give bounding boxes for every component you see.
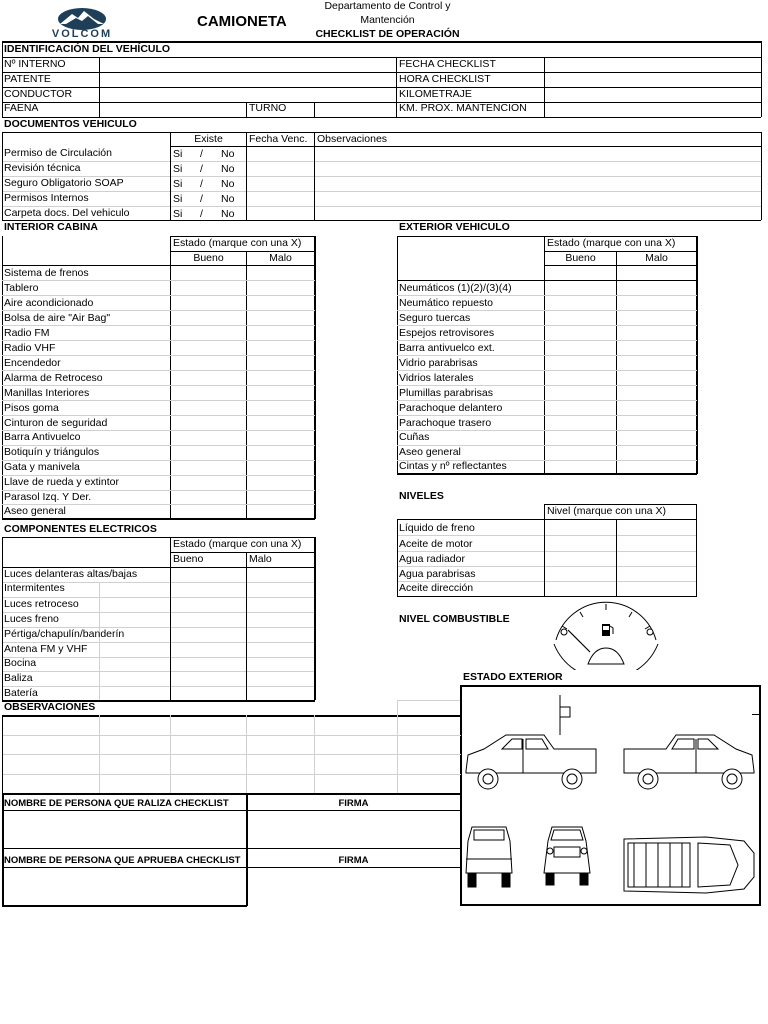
document-item: Permiso de Circulación: [4, 147, 112, 159]
identification-heading: IDENTIFICACIÓN DEL VEHÍCULO: [4, 43, 171, 55]
estado-exterior-heading: ESTADO EXTERIOR: [463, 671, 563, 683]
id-label-km-prox: KM. PROX. MANTENCION: [399, 102, 527, 114]
department-line-1: Departamento de Control y: [324, 0, 451, 12]
exterior-item: Seguro tuercas: [399, 312, 471, 324]
interior-item: Aseo general: [4, 505, 66, 517]
electrico-item: Bocina: [4, 657, 37, 669]
col-fecha-venc: Fecha Venc.: [249, 133, 308, 145]
electrico-item: Pértiga/chapulín/banderín: [4, 628, 125, 640]
col-existe: Existe: [194, 133, 223, 145]
interior-item: Bolsa de aire "Air Bag": [4, 312, 111, 324]
exterior-item: Espejos retrovisores: [399, 327, 495, 339]
exterior-item: Vidrios laterales: [399, 372, 474, 384]
document-item: Seguro Obligatorio SOAP: [4, 177, 124, 189]
interior-item: Manillas Interiores: [4, 387, 90, 399]
field-km-prox[interactable]: [545, 103, 760, 117]
interior-item: Radio FM: [4, 327, 50, 339]
interior-item: Aire acondicionado: [4, 297, 94, 309]
interior-item: Barra Antivuelco: [4, 431, 81, 443]
nivel-item: Agua parabrisas: [399, 568, 476, 580]
electrico-item: Antena FM y VHF: [4, 643, 88, 655]
interior-item: Gata y manivela: [4, 461, 80, 473]
id-label-conductor: CONDUCTOR: [4, 88, 73, 100]
interior-item: Radio VHF: [4, 342, 56, 354]
electrico-item: Batería: [4, 687, 38, 699]
field-kilometraje[interactable]: [545, 88, 760, 102]
interior-item: Encendedor: [4, 357, 61, 369]
niveles-col-header: Nivel (marque con una X): [547, 505, 667, 517]
exterior-item: Plumillas parabrisas: [399, 387, 493, 399]
realiza-name-field[interactable]: [3, 811, 245, 847]
truck-diagram-icon: [460, 685, 761, 906]
electricos-estado-header: Estado (marque con una X): [173, 538, 302, 550]
observaciones-field[interactable]: [3, 717, 459, 792]
truck-side-left-icon: [466, 695, 596, 789]
company-logo: [36, 5, 128, 39]
nivel-item: Agua radiador: [399, 553, 465, 565]
col-observaciones: Observaciones: [317, 133, 388, 145]
nivel-item: Líquido de freno: [399, 522, 475, 534]
field-faena[interactable]: [100, 103, 245, 117]
department-line-2: Mantención: [360, 14, 415, 26]
firma-label-1: FIRMA: [338, 798, 369, 809]
truck-top-icon: [624, 837, 754, 893]
document-item: Permisos Internos: [4, 192, 89, 204]
interior-bueno-header: Bueno: [193, 252, 224, 264]
fuel-gauge-icon: [548, 600, 664, 670]
interior-item: Parasol Izq. Y Der.: [4, 491, 92, 503]
exterior-heading: EXTERIOR VEHICULO: [399, 221, 510, 233]
id-label-km: KILOMETRAJE: [399, 88, 472, 100]
interior-malo-header: Malo: [269, 252, 292, 264]
electrico-item: Luces delanteras altas/bajas: [4, 568, 138, 580]
id-label-fecha: FECHA CHECKLIST: [399, 58, 496, 70]
niveles-heading: NIVELES: [399, 490, 444, 502]
exterior-item: Cintas y nº reflectantes: [399, 460, 507, 472]
document-item: Revisión técnica: [4, 162, 81, 174]
field-fecha[interactable]: [545, 58, 760, 72]
exterior-item: Vidrio parabrisas: [399, 357, 478, 369]
diagram-tick: [752, 714, 760, 715]
exterior-item: Parachoque delantero: [399, 402, 503, 414]
interior-item: Tablero: [4, 282, 39, 294]
electricos-heading: COMPONENTES ELECTRICOS: [4, 523, 157, 535]
aprueba-label: NOMBRE DE PERSONA QUE APRUEBA CHECKLIST: [4, 855, 241, 866]
firma-label-2: FIRMA: [338, 855, 369, 866]
aprueba-name-field[interactable]: [3, 868, 245, 904]
id-label-patente: PATENTE: [4, 73, 51, 85]
electrico-item: Baliza: [4, 672, 33, 684]
exterior-estado-header: Estado (marque con una X): [547, 237, 676, 249]
truck-rear-icon: [466, 827, 512, 887]
exterior-item: Neumáticos (1)(2)/(3)(4): [399, 282, 512, 294]
observaciones-heading: OBSERVACIONES: [4, 701, 96, 713]
interior-heading: INTERIOR CABINA: [4, 221, 98, 233]
id-label-turno: TURNO: [249, 102, 287, 114]
exterior-bueno-header: Bueno: [565, 252, 596, 264]
electrico-item: Intermitentes: [4, 582, 65, 594]
truck-side-right-icon: [624, 735, 754, 789]
realiza-signature-field[interactable]: [248, 811, 459, 847]
nivel-item: Aceite de motor: [399, 538, 473, 550]
exterior-item: Cuñas: [399, 431, 430, 443]
interior-item: Pisos goma: [4, 402, 59, 414]
form-title: CHECKLIST DE OPERACIÓN: [315, 28, 460, 40]
field-interno[interactable]: [100, 58, 395, 72]
id-label-interno: Nº INTERNO: [4, 58, 66, 70]
electrico-item: Luces freno: [4, 613, 59, 625]
interior-item: Alarma de Retroceso: [4, 372, 103, 384]
interior-item: Botiquín y triángulos: [4, 446, 100, 458]
id-label-faena: FAENA: [4, 102, 39, 114]
interior-item: Cinturon de seguridad: [4, 417, 108, 429]
electrico-item: Luces retroceso: [4, 598, 79, 610]
interior-item: Llave de rueda y extintor: [4, 476, 119, 488]
exterior-item: Aseo general: [399, 446, 461, 458]
page-title: CAMIONETA: [197, 13, 287, 30]
interior-item: Sistema de frenos: [4, 267, 89, 279]
field-patente[interactable]: [100, 73, 395, 87]
exterior-malo-header: Malo: [645, 252, 668, 264]
nivel-item: Aceite dirección: [399, 582, 474, 594]
exterior-item: Neumático repuesto: [399, 297, 493, 309]
field-hora[interactable]: [545, 73, 760, 87]
electricos-bueno-header: Bueno: [173, 553, 204, 565]
truck-front-icon: [544, 827, 590, 885]
combustible-heading: NIVEL COMBUSTIBLE: [399, 613, 510, 625]
exterior-item: Parachoque trasero: [399, 417, 492, 429]
field-turno[interactable]: [315, 103, 395, 117]
field-conductor[interactable]: [100, 88, 395, 102]
interior-estado-header: Estado (marque con una X): [173, 237, 302, 249]
realiza-label: NOMBRE DE PERSONA QUE RALIZA CHECKLIST: [4, 798, 229, 809]
id-label-hora: HORA CHECKLIST: [399, 73, 491, 85]
logo-text: VOLCOM: [51, 28, 113, 40]
exterior-item: Barra antivuelco ext.: [399, 342, 495, 354]
documents-heading: DOCUMENTOS VEHICULO: [4, 118, 137, 130]
electricos-malo-header: Malo: [249, 553, 272, 565]
document-item: Carpeta docs. Del vehiculo: [4, 207, 130, 219]
